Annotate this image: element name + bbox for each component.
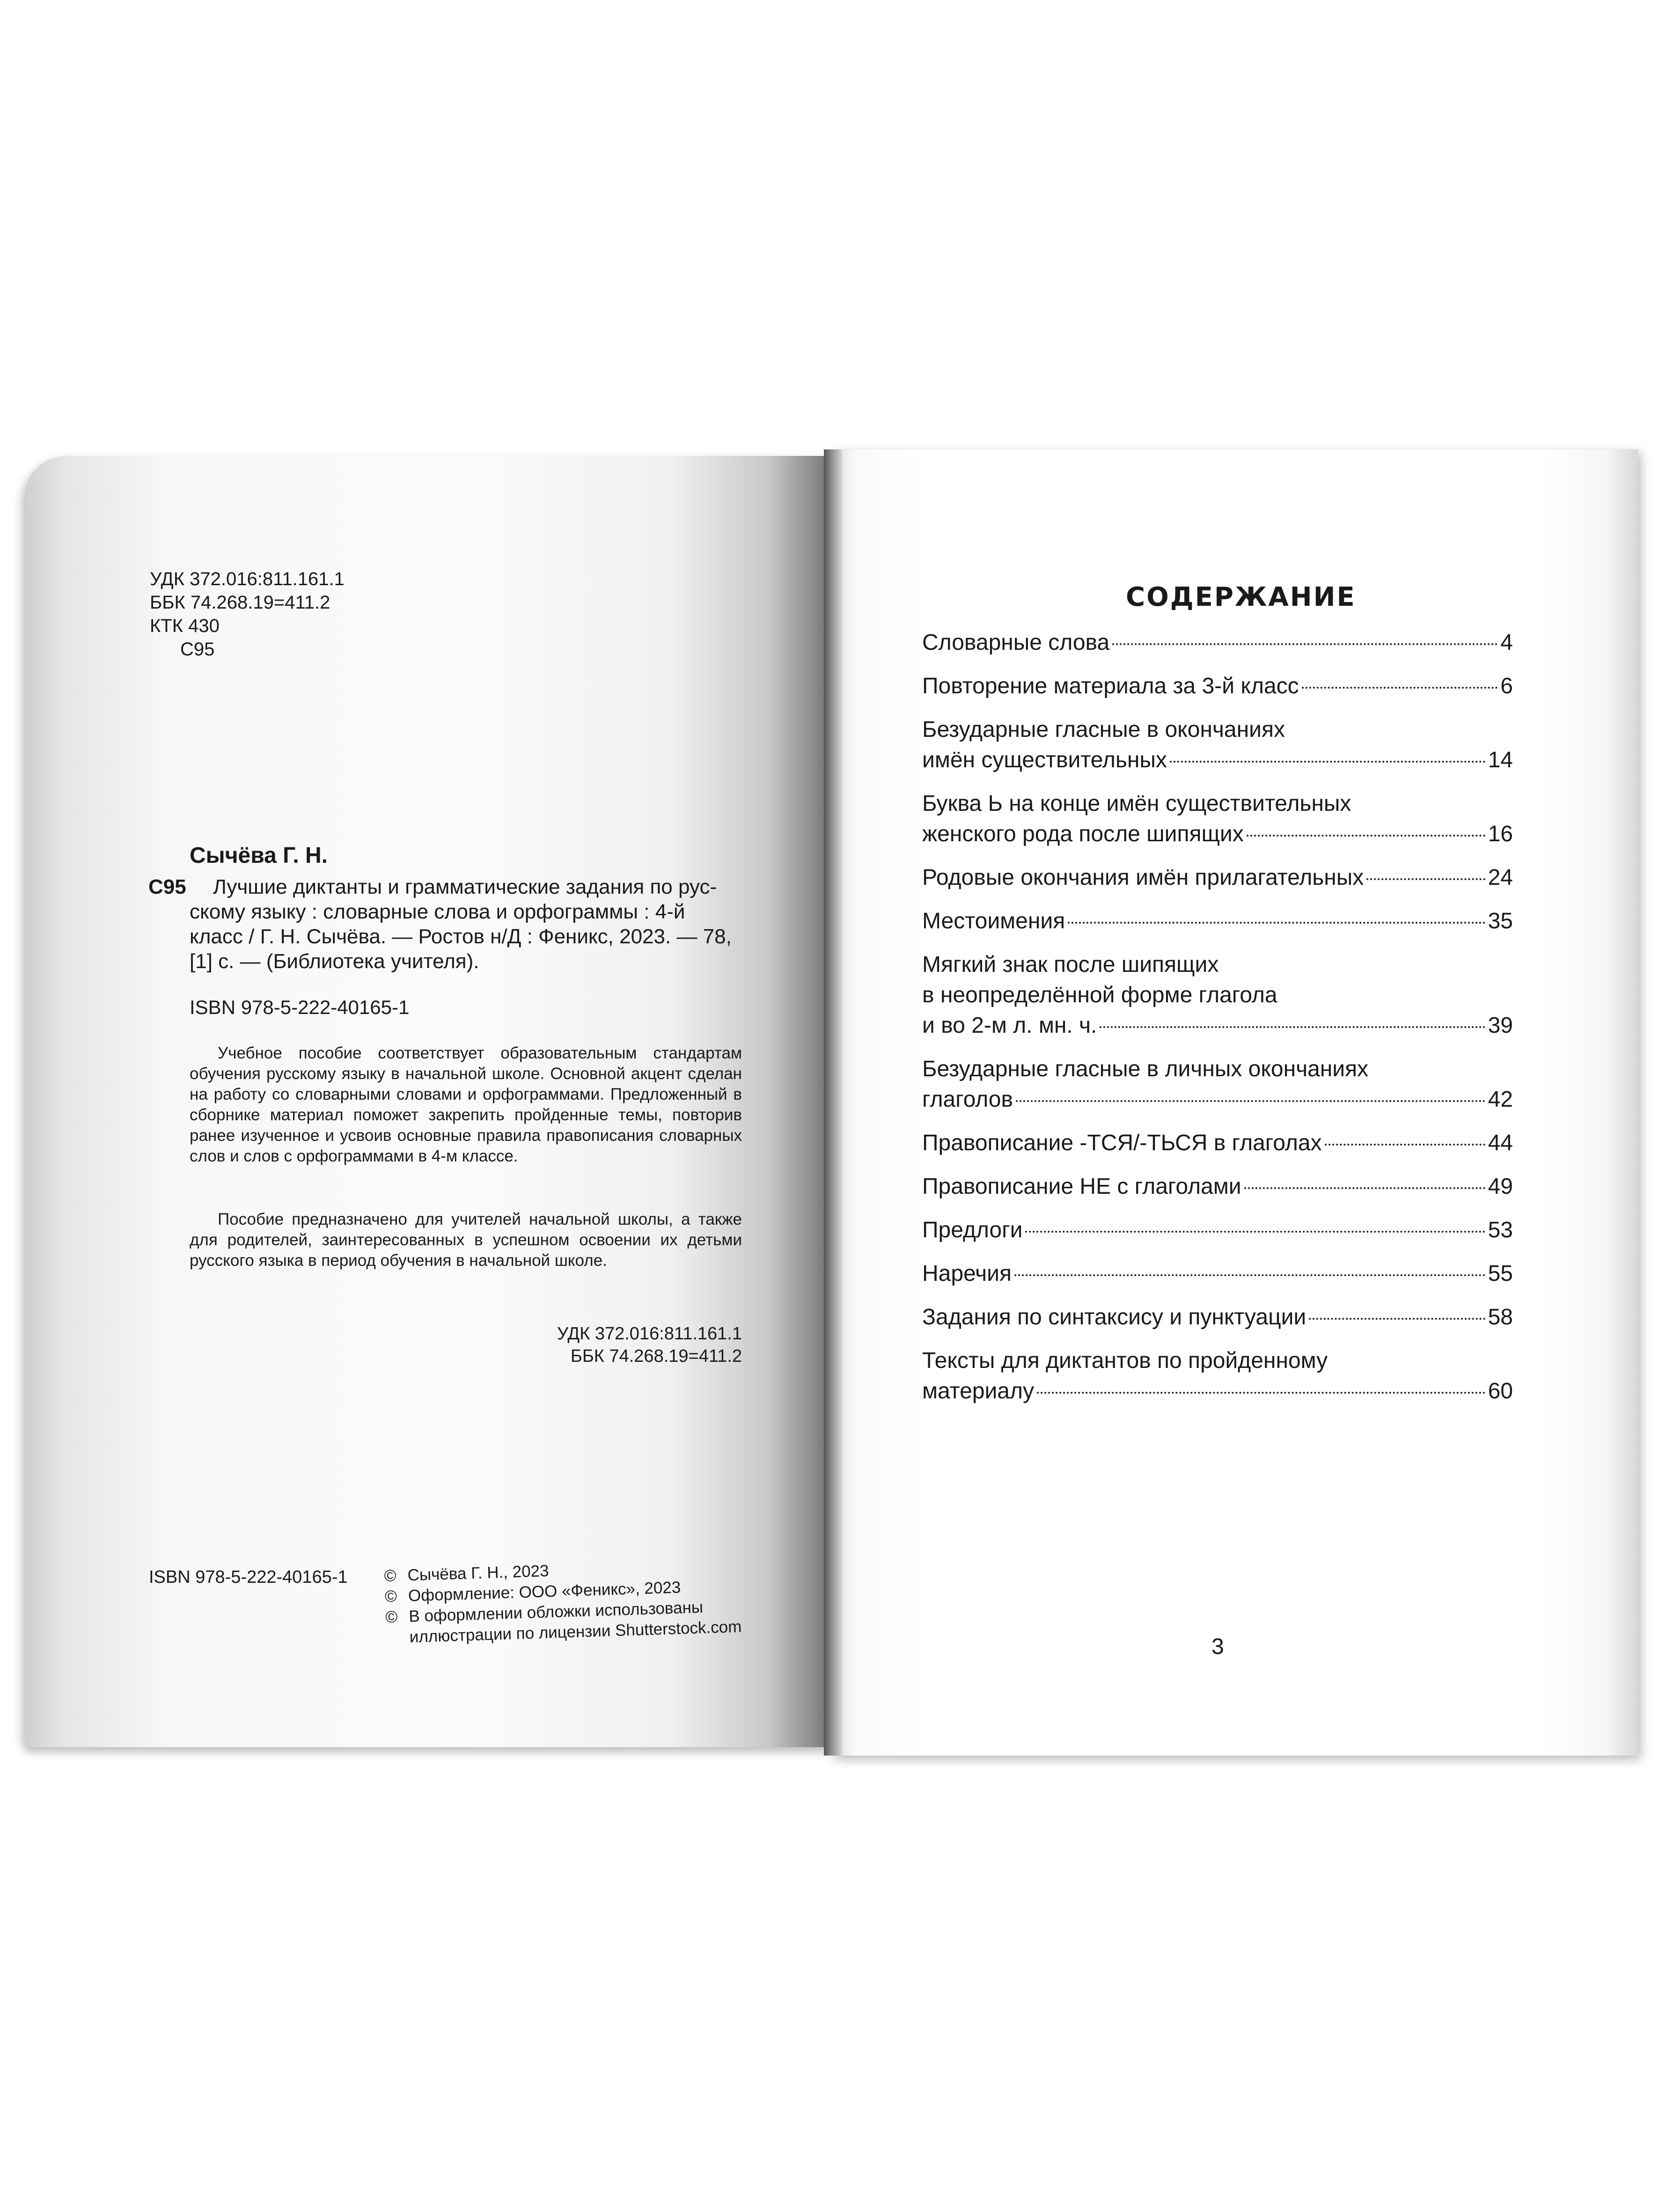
- author-sign-bold: С95: [148, 875, 186, 898]
- bibliographic-description: [213, 875, 742, 899]
- toc-entry: [922, 1171, 1513, 1202]
- toc-entry-title-line: в неопределённой форме глагола: [922, 983, 1277, 1007]
- copyright-line: © В оформлении обложки использованы: [385, 1596, 741, 1628]
- toc-page-number: 16: [1488, 822, 1513, 846]
- toc-entry-title: Задания по синтаксису и пунктуации: [922, 1305, 1307, 1330]
- toc-page-number: 44: [1488, 1131, 1513, 1155]
- description-line: [1] с. — (Библиотека учителя).: [190, 950, 479, 973]
- copyright-icon: ©: [385, 1608, 398, 1626]
- toc-entry-title-line: Безударные гласные в личных окончаниях: [922, 1057, 1369, 1081]
- toc-entry: [922, 788, 1513, 849]
- toc-page-number: 42: [1488, 1087, 1513, 1112]
- toc-entry-title: имён существительных: [922, 748, 1167, 772]
- toc-entry-title: и во 2-м л. мн. ч.: [922, 1013, 1097, 1038]
- toc-page-number: 58: [1488, 1305, 1513, 1330]
- udk-code: УДК 372.016:811.161.1: [150, 569, 345, 589]
- book-spine-gutter: [824, 449, 843, 1756]
- toc-page-number: 4: [1500, 630, 1513, 655]
- toc-entry: [922, 671, 1513, 701]
- toc-entry-title: Словарные слова: [922, 630, 1110, 655]
- page-number: 3: [1211, 1634, 1224, 1659]
- copyright-line: © Сычёва Г. Н., 2023: [384, 1555, 740, 1587]
- toc-page-number: 35: [1488, 909, 1513, 933]
- toc-entry: [922, 906, 1513, 936]
- toc-entry: [922, 714, 1513, 775]
- udk-code-bottom: УДК 372.016:811.161.1: [557, 1324, 742, 1344]
- ktk-code: КТК 430: [150, 616, 220, 636]
- toc-leader-dots: [1309, 1318, 1485, 1320]
- toc-entry-title: Родовые окончания имён прилагательных: [922, 865, 1364, 890]
- toc-leader-dots: [1016, 1100, 1485, 1102]
- toc-page-number: 6: [1500, 674, 1513, 698]
- toc-entry-title: Правописание НЕ с глаголами: [922, 1174, 1241, 1199]
- toc-entry: [922, 1345, 1513, 1406]
- toc-entry-title: Повторение материала за 3-й класс: [922, 674, 1299, 698]
- toc-page-number: 53: [1488, 1218, 1513, 1242]
- toc-entry: [922, 949, 1513, 1041]
- annotation-paragraph: Учебное пособие соответствует образовательным стандартам обучения русскому языку в начальной школе. Основной акцент сделан на работу со словарными словами и орфограммами. Предложенный в сборнике материал поможет закрепить пройденные темы, повторив ранее изученное и усвоив основные правила правописания словарных слов и слов с орфограммами в 4-м классе.: [190, 1044, 742, 1165]
- toc-page-number: 39: [1488, 1013, 1513, 1038]
- toc-entry-title-line: Буква Ь на конце имён существительных: [922, 791, 1351, 816]
- toc-entry-title: женского рода после шипящих: [922, 822, 1244, 846]
- toc-page-number: 49: [1488, 1174, 1513, 1199]
- toc-entry: [922, 1128, 1513, 1158]
- isbn-bottom: ISBN 978-5-222-40165-1: [149, 1567, 348, 1587]
- toc-entry-title: Предлоги: [922, 1218, 1023, 1242]
- catalog-codes-right: [468, 1323, 742, 1374]
- toc-entry: [922, 1215, 1513, 1245]
- copyright-line: иллюстрации по лицензии Shutterstock.com: [409, 1617, 742, 1646]
- author-sign-code: С95: [180, 639, 215, 660]
- annotation-paragraph: Пособие предназначено для учителей начальной школы, а также для родителей, заинтересованных в успешном освоении их детьми русского языка в период обучения в начальной школе.: [190, 1210, 742, 1270]
- isbn: ISBN 978-5-222-40165-1: [190, 996, 410, 1018]
- toc-leader-dots: [1302, 687, 1498, 689]
- copyright-line: © Оформление: ООО «Феникс», 2023: [384, 1575, 741, 1607]
- toc-entry: [922, 1258, 1513, 1289]
- toc-leader-dots: [1025, 1231, 1485, 1233]
- toc-entry: [922, 1302, 1513, 1332]
- description-line: класс / Г. Н. Сычёва. — Ростов н/Д : Феникс, 2023. — 78,: [190, 925, 732, 948]
- bbk-code-bottom: ББК 74.268.19=411.2: [570, 1346, 742, 1366]
- description-line: Лучшие диктанты и грамматические задания по рус-: [213, 875, 717, 898]
- toc-leader-dots: [1325, 1144, 1485, 1146]
- toc-entry: [922, 627, 1513, 658]
- toc-title: СОДЕРЖАНИЕ: [1126, 582, 1356, 612]
- toc-entry: [922, 862, 1513, 893]
- toc-leader-dots: [1366, 878, 1485, 880]
- copyright-block: [384, 1555, 742, 1648]
- description-line: скому языку : словарные слова и орфограммы : 4-й: [190, 900, 685, 923]
- toc-entry-title-line: Безударные гласные в окончаниях: [922, 717, 1285, 742]
- toc-leader-dots: [1112, 643, 1498, 645]
- table-of-contents: [922, 627, 1513, 1419]
- author-name: Сычёва Г. Н.: [190, 843, 328, 868]
- toc-leader-dots: [1014, 1274, 1485, 1276]
- bbk-code: ББК 74.268.19=411.2: [150, 592, 330, 613]
- toc-entry-title-line: Мягкий знак после шипящих: [922, 952, 1219, 977]
- toc-entry: [922, 1054, 1513, 1115]
- toc-page-number: 14: [1488, 748, 1513, 772]
- copyright-icon: ©: [384, 1566, 397, 1585]
- toc-leader-dots: [1068, 922, 1485, 924]
- toc-entry-title: Местоимения: [922, 909, 1065, 933]
- toc-leader-dots: [1100, 1026, 1485, 1028]
- toc-leader-dots: [1244, 1187, 1485, 1189]
- toc-entry-title: глаголов: [922, 1087, 1013, 1112]
- toc-entry-title: Правописание -ТСЯ/-ТЬСЯ в глаголах: [922, 1131, 1322, 1155]
- toc-entry-title: Наречия: [922, 1261, 1012, 1286]
- toc-page-number: 60: [1488, 1379, 1513, 1404]
- copyright-icon: ©: [384, 1587, 397, 1606]
- toc-leader-dots: [1170, 761, 1485, 763]
- toc-page-number: 24: [1488, 865, 1513, 890]
- bibliographic-description-cont: [190, 899, 742, 974]
- toc-entry-title-line: Тексты для диктантов по пройденному: [922, 1348, 1328, 1373]
- toc-leader-dots: [1247, 835, 1485, 837]
- toc-page-number: 55: [1488, 1261, 1513, 1286]
- toc-entry-title: материалу: [922, 1379, 1034, 1404]
- toc-leader-dots: [1037, 1392, 1485, 1394]
